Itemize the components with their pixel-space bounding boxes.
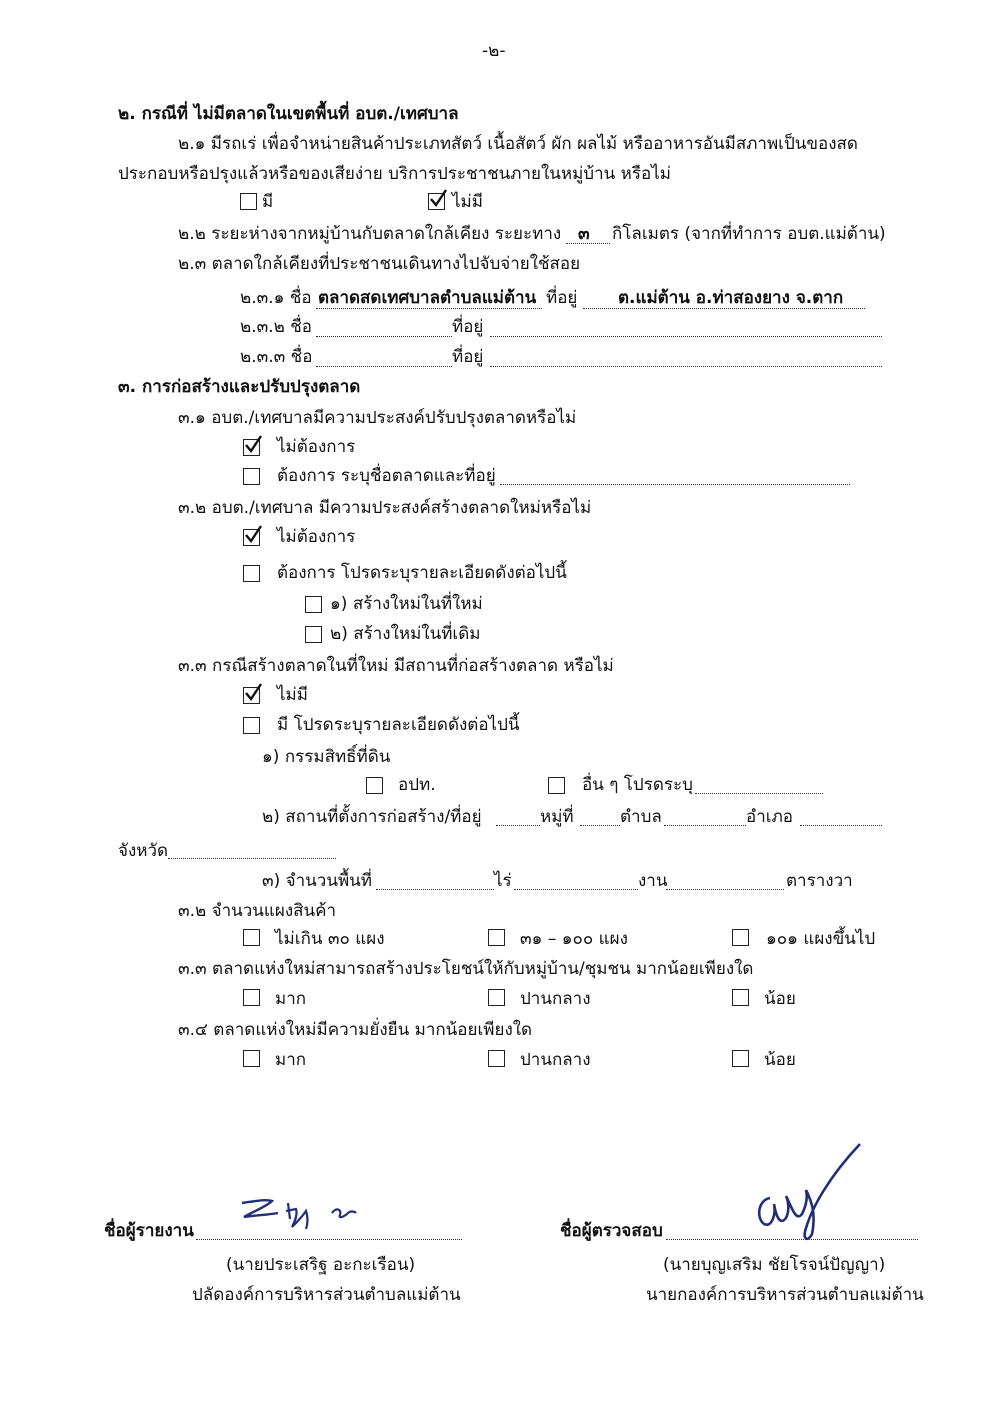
option-want-improve-label: ต้องการ ระบุชื่อตลาดและที่อยู่ — [277, 466, 496, 486]
improve-market-field-line[interactable] — [500, 484, 850, 485]
area-ngan-label: งาน — [638, 871, 668, 891]
stalls-31-100-label: ๓๑ – ๑๐๐ แผง — [520, 929, 628, 949]
market-1-label: ๒.๓.๑ ชื่อ — [240, 288, 312, 308]
sustain-low-label: น้อย — [764, 1050, 796, 1070]
stalls-101-plus-label: ๑๐๑ แผงขึ้นไป — [766, 929, 876, 949]
location-village-line[interactable] — [580, 825, 620, 826]
checkbox-no-site[interactable] — [243, 687, 260, 704]
market-2-address-line[interactable] — [490, 336, 882, 337]
market-3-label: ๒.๓.๓ ชื่อ — [240, 347, 313, 367]
area-wa-label: ตารางวา — [786, 871, 853, 891]
market-2-address-label: ที่อยู่ — [452, 317, 484, 337]
checkbox-new-location[interactable] — [305, 596, 322, 613]
land-other-field-line[interactable] — [695, 793, 823, 794]
benefit-medium-label: ปานกลาง — [520, 989, 591, 1009]
checkmark-icon — [427, 188, 449, 210]
market-1-name[interactable]: ตลาดสดเทศบาลตำบลแม่ต้าน — [318, 288, 537, 308]
area-rai-label: ไร่ — [494, 871, 512, 891]
area-rai-line[interactable] — [376, 889, 494, 890]
option-no-new-market-label: ไม่ต้องการ — [277, 527, 356, 547]
question-sustainability: ๓.๔ ตลาดแห่งใหม่มีความยั่งยืน มากน้อยเพียงใด — [178, 1020, 533, 1040]
option-same-location-label: ๒) สร้างใหม่ในที่เดิม — [330, 624, 481, 644]
land-other-label: อื่น ๆ โปรดระบุ — [582, 775, 693, 795]
checkbox-benefit-medium[interactable] — [488, 989, 505, 1006]
page-number: -๒- — [482, 41, 506, 61]
checkbox-benefit-low[interactable] — [732, 989, 749, 1006]
question-2-2-prefix: ๒.๒ ระยะห่างจากหมู่บ้านกับตลาดใกล้เคียง ระยะทาง — [178, 224, 562, 244]
checkbox-land-local-gov[interactable] — [366, 777, 383, 794]
province-label: จังหวัด — [118, 841, 169, 861]
location-district-label: อำเภอ — [746, 807, 793, 827]
question-2-3: ๒.๓ ตลาดใกล้เคียงที่ประชาชนเดินทางไปจับจ่ายใช้สอย — [178, 254, 581, 274]
question-stalls: ๓.๒ จำนวนแผงสินค้า — [178, 901, 337, 921]
reporter-title: ปลัดองค์การบริหารส่วนตำบลแม่ต้าน — [192, 1285, 461, 1305]
checkbox-want-new-market[interactable] — [243, 565, 260, 582]
market-1-address-label: ที่อยู่ — [546, 288, 578, 308]
checkmark-icon — [242, 434, 264, 456]
checkbox-stalls-101-plus[interactable] — [732, 929, 749, 946]
section-2-heading: ๒. กรณีที่ ไม่มีตลาดในเขตพื้นที่ อบต./เทศบาล — [118, 104, 459, 124]
option-new-location-label: ๑) สร้างใหม่ในที่ใหม่ — [330, 594, 483, 614]
checkmark-icon — [242, 524, 264, 546]
option-has-label: มี — [262, 192, 274, 212]
checkbox-sustain-medium[interactable] — [488, 1050, 505, 1067]
checkbox-no-new-market[interactable] — [243, 529, 260, 546]
location-label: ๒) สถานที่ตั้งการก่อสร้าง/ที่อยู่ — [262, 807, 482, 827]
area-ngan-line[interactable] — [514, 889, 638, 890]
sustain-high-label: มาก — [275, 1050, 307, 1070]
land-local-gov-label: อปท. — [398, 775, 436, 795]
checkbox-stalls-under-30[interactable] — [243, 929, 260, 946]
option-no-site-label: ไม่มี — [277, 685, 308, 705]
market-3-address-label: ที่อยู่ — [452, 347, 484, 367]
option-none-label: ไม่มี — [452, 192, 483, 212]
area-wa-line[interactable] — [666, 889, 784, 890]
question-3-1: ๓.๑ อบต./เทศบาลมีความประสงค์ปรับปรุงตลาดหรือไม่ — [178, 408, 577, 428]
option-no-improve-label: ไม่ต้องการ — [277, 437, 356, 457]
market-2-name-line[interactable] — [316, 336, 452, 337]
location-address-line[interactable] — [496, 825, 540, 826]
checkbox-same-location[interactable] — [305, 626, 322, 643]
location-subdistrict-label: ตำบล — [620, 807, 662, 827]
market-3-name-line[interactable] — [316, 366, 452, 367]
reporter-label: ชื่อผู้รายงาน — [104, 1221, 194, 1241]
question-benefit: ๓.๓ ตลาดแห่งใหม่สามารถสร้างประโยชน์ให้กับหมู่บ้าน/ชุมชน มากน้อยเพียงใด — [178, 959, 754, 979]
checkbox-has-site[interactable] — [243, 717, 260, 734]
checkbox-has-mobile-vendor[interactable] — [240, 193, 257, 210]
checkmark-icon — [242, 682, 264, 704]
question-2-2-suffix: กิโลเมตร (จากที่ทำการ อบต.แม่ต้าน) — [612, 224, 886, 244]
question-2-1-line2: ประกอบหรือปรุงแล้วหรือของเสียง่าย บริการประชาชนภายในหมู่บ้าน หรือไม่ — [118, 164, 671, 184]
checkbox-benefit-high[interactable] — [243, 989, 260, 1006]
option-want-new-market-label: ต้องการ โปรดระบุรายละเอียดดังต่อไปนี้ — [277, 563, 567, 583]
location-subdistrict-line[interactable] — [664, 825, 746, 826]
reviewer-label: ชื่อผู้ตรวจสอบ — [560, 1221, 663, 1241]
benefit-low-label: น้อย — [764, 989, 796, 1009]
location-district-line[interactable] — [800, 825, 882, 826]
checkbox-sustain-low[interactable] — [732, 1050, 749, 1067]
benefit-high-label: มาก — [275, 989, 307, 1009]
question-3-3: ๓.๓ กรณีสร้างตลาดในที่ใหม่ มีสถานที่ก่อสร้างตลาด หรือไม่ — [178, 656, 614, 676]
sustain-medium-label: ปานกลาง — [520, 1050, 591, 1070]
market-3-address-line[interactable] — [490, 366, 882, 367]
reporter-name: (นายประเสริฐ อะกะเรือน) — [226, 1255, 416, 1275]
reporter-signature-image — [236, 1193, 366, 1233]
reviewer-name: (นายบุญเสริม ชัยโรจน์ปัญญา) — [663, 1255, 886, 1275]
reviewer-signature-image — [750, 1138, 870, 1248]
distance-value[interactable]: ๓ — [578, 224, 590, 244]
location-village-label: หมู่ที่ — [540, 807, 574, 827]
market-2-label: ๒.๓.๒ ชื่อ — [240, 317, 312, 337]
land-ownership-label: ๑) กรรมสิทธิ์ที่ดิน — [262, 747, 391, 767]
checkbox-sustain-high[interactable] — [243, 1050, 260, 1067]
checkbox-land-other[interactable] — [548, 777, 565, 794]
reviewer-title: นายกองค์การบริหารส่วนตำบลแม่ต้าน — [646, 1285, 924, 1305]
reporter-signature-line[interactable] — [196, 1239, 462, 1240]
checkbox-want-improve[interactable] — [243, 468, 260, 485]
section-3-heading: ๓. การก่อสร้างและปรับปรุงตลาด — [118, 377, 361, 397]
market-1-address[interactable]: ต.แม่ต้าน อ.ท่าสองยาง จ.ตาก — [618, 288, 844, 308]
question-3-2: ๓.๒ อบต./เทศบาล มีความประสงค์สร้างตลาดใหม่หรือไม่ — [178, 498, 592, 518]
question-2-1-line1: ๒.๑ มีรถเร่ เพื่อจำหน่ายสินค้าประเภทสัตว์ เนื้อสัตว์ ผัก ผลไม้ หรืออาหารอันมีสภาพเป็นของสด — [178, 134, 858, 154]
stalls-under-30-label: ไม่เกิน ๓๐ แผง — [275, 929, 385, 949]
checkbox-no-improve[interactable] — [243, 439, 260, 456]
option-has-site-label: มี โปรดระบุรายละเอียดดังต่อไปนี้ — [277, 715, 520, 735]
province-line[interactable] — [168, 858, 336, 859]
area-label: ๓) จำนวนพื้นที่ — [262, 871, 372, 891]
checkbox-stalls-31-100[interactable] — [488, 929, 505, 946]
checkbox-no-mobile-vendor[interactable] — [428, 193, 445, 210]
